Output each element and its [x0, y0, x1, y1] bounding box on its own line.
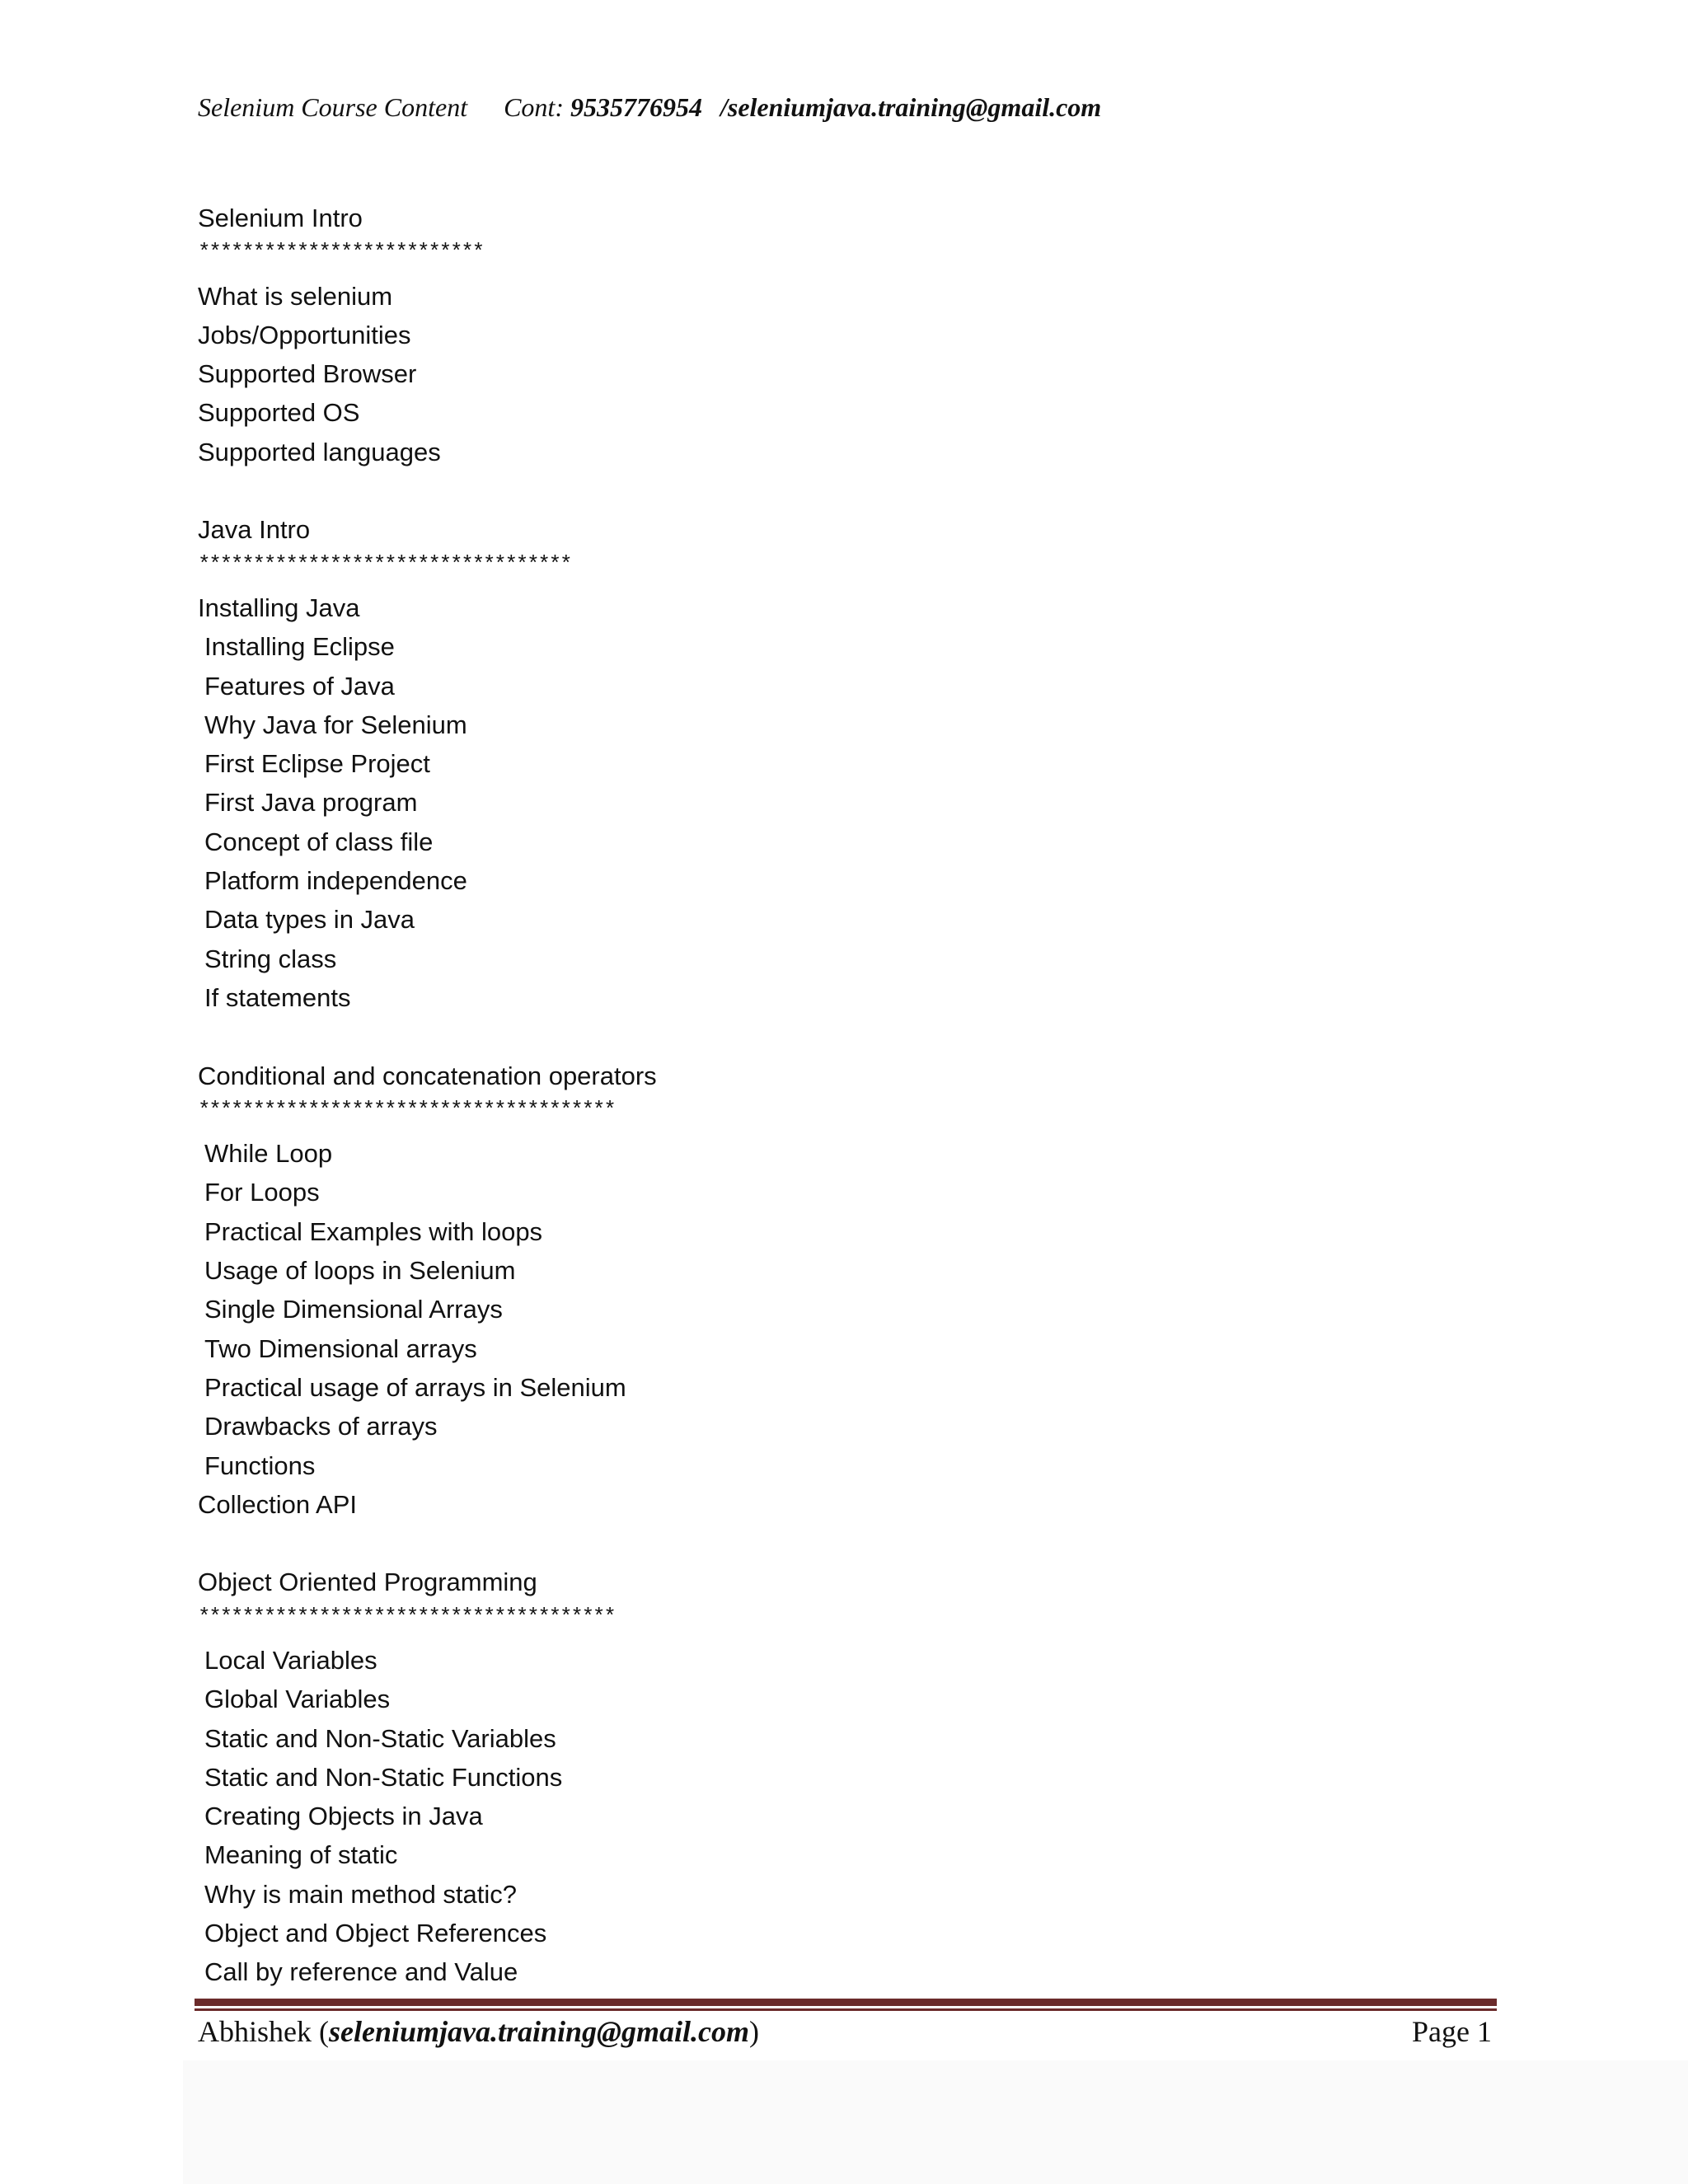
contact-email: /seleniumjava.training@gmail.com	[720, 92, 1102, 122]
outline-item: Concept of class file	[204, 827, 434, 856]
scan-margin	[183, 2060, 1688, 2184]
footer-author-name: Abhishek	[198, 2015, 312, 2048]
outline-item: Collection API	[198, 1489, 357, 1519]
outline-item: Single Dimensional Arrays	[204, 1295, 503, 1324]
outline-section	[198, 510, 1484, 1017]
outline-item: Supported languages	[198, 437, 441, 466]
footer-author: Abhishek (seleniumjava.training@gmail.com)	[198, 2015, 759, 2048]
section-title: Object Oriented Programming	[198, 1568, 537, 1597]
outline-item: Features of Java	[204, 671, 395, 701]
outline-item: Supported Browser	[198, 359, 417, 389]
footer-divider	[195, 1999, 1497, 2006]
outline-item: String class	[204, 944, 337, 973]
outline-item: First Eclipse Project	[204, 749, 430, 779]
outline-item: Installing Java	[198, 593, 360, 622]
footer-divider-thin	[195, 2008, 1497, 2011]
outline-item: While Loop	[204, 1139, 333, 1169]
outline-section	[198, 1563, 1484, 1991]
outline-item: Why Java for Selenium	[204, 710, 467, 739]
outline-item: Object and Object References	[204, 1919, 547, 1948]
section-separator: **************************************	[198, 1097, 615, 1122]
outline-item: Local Variables	[204, 1645, 377, 1675]
course-title: Selenium Course Content	[198, 92, 468, 122]
outline-item: Jobs/Opportunities	[198, 320, 411, 349]
page-header	[198, 92, 1101, 123]
section-title: Java Intro	[198, 515, 311, 545]
outline-item: First Java program	[204, 788, 418, 818]
outline-item: For Loops	[204, 1178, 320, 1207]
outline-item: Platform independence	[204, 866, 467, 896]
outline-item: Practical Examples with loops	[204, 1216, 543, 1246]
outline-item: Static and Non-Static Variables	[204, 1723, 556, 1753]
section-separator: **********************************	[198, 551, 571, 577]
outline-item: Supported OS	[198, 398, 360, 428]
section-title: Conditional and concatenation operators	[198, 1061, 657, 1090]
outline-item: If statements	[204, 982, 351, 1012]
course-outline	[198, 199, 1484, 2031]
page-number: Page 1	[1412, 2015, 1492, 2048]
section-separator: **************************	[198, 240, 483, 265]
outline-item: Static and Non-Static Functions	[204, 1762, 563, 1792]
outline-item: Usage of loops in Selenium	[204, 1256, 516, 1286]
section-separator: **************************************	[198, 1604, 615, 1629]
outline-item: Why is main method static?	[204, 1879, 518, 1909]
contact-phone: 9535776954	[570, 92, 702, 122]
footer-email: seleniumjava.training@gmail.com	[329, 2015, 749, 2048]
outline-item: Call by reference and Value	[204, 1957, 518, 1987]
outline-item: Two Dimensional arrays	[204, 1333, 477, 1363]
outline-section	[198, 1057, 1484, 1525]
outline-item: Creating Objects in Java	[204, 1802, 483, 1831]
contact-label: Cont:	[504, 92, 564, 122]
outline-item: Practical usage of arrays in Selenium	[204, 1372, 626, 1402]
outline-item: Data types in Java	[204, 905, 415, 935]
outline-item: Meaning of static	[204, 1840, 398, 1870]
outline-item: What is selenium	[198, 281, 393, 311]
outline-section	[198, 199, 1484, 471]
outline-item: Global Variables	[204, 1685, 391, 1714]
outline-item: Installing Eclipse	[204, 632, 395, 662]
outline-item: Drawbacks of arrays	[204, 1412, 438, 1441]
outline-item: Functions	[204, 1451, 316, 1480]
section-title: Selenium Intro	[198, 204, 363, 232]
